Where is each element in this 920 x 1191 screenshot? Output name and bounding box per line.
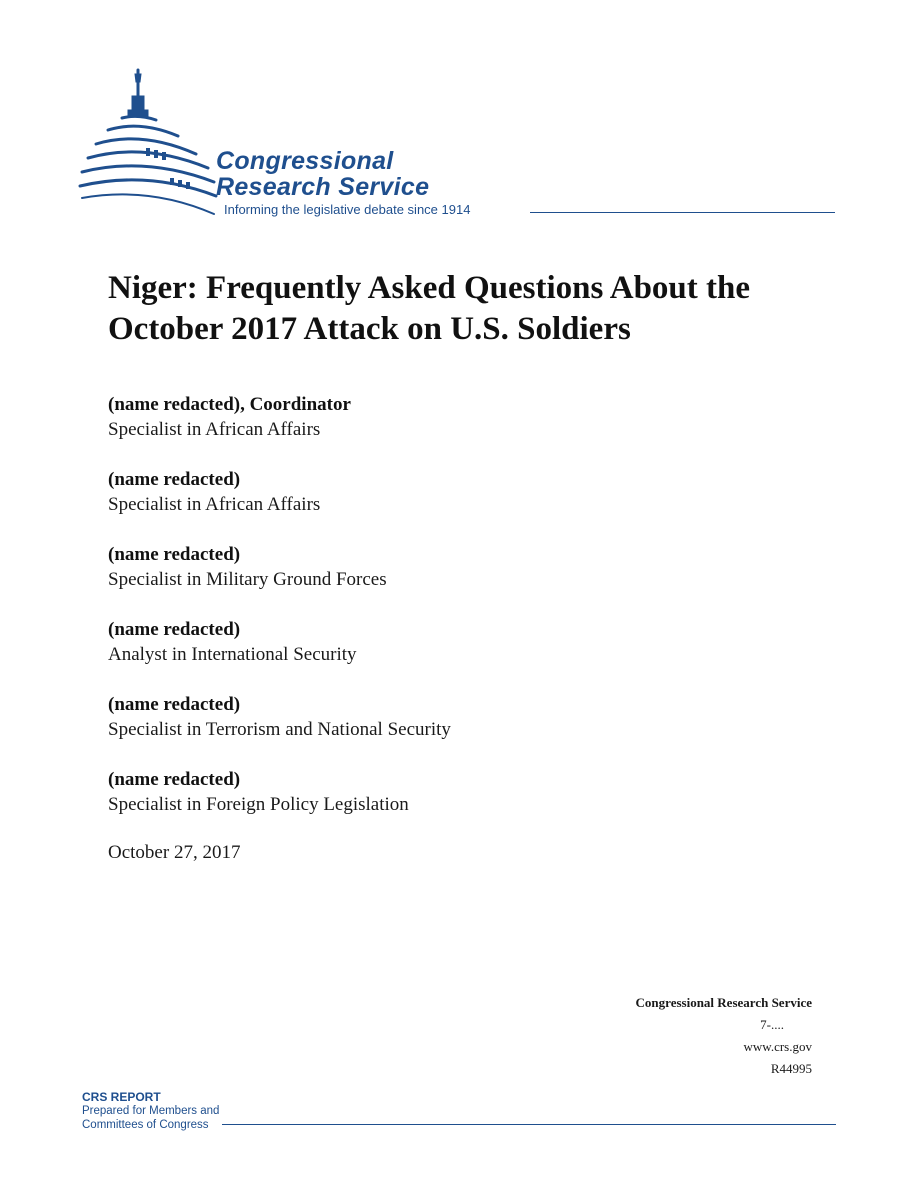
author-entry [108, 693, 808, 768]
author-name: (name redacted), Coordinator [108, 394, 351, 415]
author-name: (name redacted) [108, 769, 241, 790]
author-role: Specialist in Terrorism and National Security [108, 719, 451, 740]
logo-name-line2: Research Service [216, 173, 430, 201]
author-role: Analyst in International Security [108, 644, 357, 665]
logo-tagline: Informing the legislative debate since 1914 [224, 202, 471, 217]
author-name: (name redacted) [108, 694, 241, 715]
report-date: October 27, 2017 [108, 842, 241, 863]
author-list [108, 393, 808, 843]
author-role: Specialist in African Affairs [108, 494, 321, 515]
report-number: R44995 [770, 1061, 812, 1076]
logo-name-line1: Congressional [216, 147, 394, 175]
author-name: (name redacted) [108, 619, 241, 640]
crs-report-line2: Prepared for Members and [82, 1105, 220, 1117]
author-entry [108, 618, 808, 693]
capitol-dome-icon [78, 66, 228, 226]
imprint-organization: Congressional Research Service [635, 995, 812, 1010]
logo-divider [530, 212, 835, 213]
imprint-website: www.crs.gov [743, 1039, 812, 1054]
author-role: Specialist in Military Ground Forces [108, 569, 387, 590]
author-entry [108, 393, 808, 468]
crs-report-label: CRS REPORT [82, 1090, 161, 1104]
author-role: Specialist in African Affairs [108, 419, 321, 440]
footer-divider [222, 1124, 836, 1125]
crs-logo [78, 66, 838, 226]
author-role: Specialist in Foreign Policy Legislation [108, 794, 409, 815]
imprint-block [636, 992, 812, 1080]
crs-report-footer [82, 1090, 219, 1132]
crs-report-line3: Committees of Congress [82, 1119, 209, 1131]
author-entry [108, 543, 808, 618]
imprint-phone: 7-.... [760, 1017, 784, 1032]
author-name: (name redacted) [108, 469, 241, 490]
author-name: (name redacted) [108, 544, 241, 565]
author-entry [108, 768, 808, 843]
author-entry [108, 468, 808, 543]
report-title: Niger: Frequently Asked Questions About the October 2017 Attack on U.S. Soldiers [108, 270, 751, 347]
